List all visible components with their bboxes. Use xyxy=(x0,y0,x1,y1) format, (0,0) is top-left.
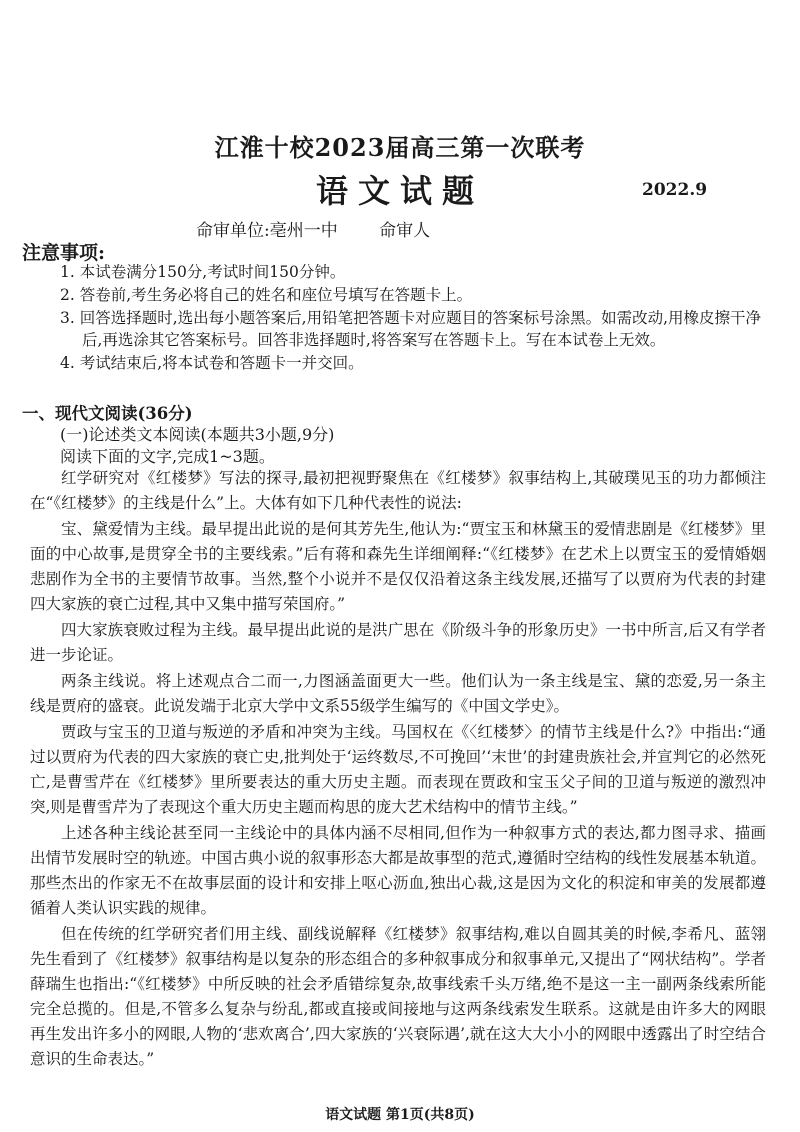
passage-paragraph: 上述各种主线论甚至同一主线论中的具体内涵不尽相同,但作为一种叙事方式的表达,都力图寻求、描画出情节发展时空的轨迹。中国古典小说的叙事形态大都是故事型的范式,遵循时空结构的线性发展基本轨道。那些杰出的作家无不在故事层面的设计和安排上呕心沥血,独出心裁,这是因为文化的积淀和审美的发展都遵循着人类认识实践的规律。 xyxy=(30,824,766,917)
notice-item: 1. 本试卷满分150分,考试时间150分钟。 xyxy=(60,263,346,281)
exam-date: 2022.9 xyxy=(642,180,708,200)
author-person: 命审人 xyxy=(379,221,431,241)
subject-title: 语文试题 xyxy=(315,172,484,210)
author-line xyxy=(196,216,466,241)
notice-list xyxy=(60,261,780,375)
author-unit: 命审单位:亳州一中 xyxy=(196,221,338,241)
section-subtitle: (一)论述类文本阅读(本题共3小题,9分) xyxy=(60,425,335,444)
notice-item: 3. 回答选择题时,选出每小题答案后,用铅笔把答题卡对应题目的答案标号涂黑。如需改动,用橡皮擦干净后,再选涂其它答案标号。回答非选择题时,将答案写在答题卡上。写在本试卷上无效。 xyxy=(60,309,761,349)
section-title: 一、现代文阅读(36分) xyxy=(22,404,193,423)
passage-paragraph: 贾政与宝玉的卫道与叛逆的矛盾和冲突为主线。马国权在《〈红楼梦〉的情节主线是什么?》中指出:“通过以贾府为代表的四大家族的衰亡史,批判处于‘运终数尽,不可挽回’‘末世’的封建贵族社会,并宣判它的必然死亡,是曹雪芹在《红楼梦》里所要表达的重大历史主题。而表现在贾政和宝玉父子间的卫道与叛逆的激烈冲突,则是曹雪芹为了表现这个重大历史主题而构思的庞大艺术结构中的情节主线。” xyxy=(30,723,766,816)
page-footer: 语文试题 第1页(共8页) xyxy=(325,1107,475,1123)
passage-paragraph: 红学研究对《红楼梦》写法的探寻,最初把视野聚焦在《红楼梦》叙事结构上,其破璞见玉的功力都倾注在“《红楼梦》的主线是什么”上。大体有如下几种代表性的说法: xyxy=(30,469,766,512)
passage-paragraph: 但在传统的红学研究者们用主线、副线说解释《红楼梦》叙事结构,难以自圆其美的时候,李希凡、蓝翎先生看到了《红楼梦》叙事结构是以复杂的形态组合的多种叙事成分和叙事单元,又提出了“网状结构”。学者薛瑞生也指出:“《红楼梦》中所反映的社会矛盾错综复杂,故事线索千头万绪,绝不是这一主一副两条线索所能完全总揽的。但是,不管多么复杂与纷乱,都或直接或间接地与这两条线索发生联系。这就是由许多大的网眼再生发出许多小的网眼,人物的‘悲欢离合’,四大家族的‘兴衰际遇’,就在这大大小小的网眼中透露出了时空结合意识的生命表达。” xyxy=(30,925,766,1068)
passage-paragraph: 宝、黛爱情为主线。最早提出此说的是何其芳先生,他认为:“贾宝玉和林黛玉的爱情悲剧是《红楼梦》里面的中心故事,是贯穿全书的主要线索。”后有蒋和森先生详细阐释:“《红楼梦》在艺术上以贾宝玉的爱情婚姻悲剧作为全书的主要情节故事。当然,整个小说并不是仅仅沿着这条主线发展,还描写了以贾府为代表的封建四大家族的衰亡过程,其中又集中描写荣国府。” xyxy=(30,520,766,613)
reading-instruction: 阅读下面的文字,完成1~3题。 xyxy=(60,447,275,466)
notice-title: 注意事项: xyxy=(22,242,106,264)
notice-item: 4. 考试结束后,将本试卷和答题卡一并交回。 xyxy=(60,354,364,372)
passage-paragraph: 四大家族衰败过程为主线。最早提出此说的是洪广思在《阶级斗争的形象历史》一书中所言,后又有学者进一步论证。 xyxy=(30,621,766,664)
passage-paragraph: 两条主线说。将上述观点合二而一,力图涵盖面更大一些。他们认为一条主线是宝、黛的恋爱,另一条主线是贾府的盛衰。此说发端于北京大学中文系55级学生编写的《中国文学史》。 xyxy=(30,672,766,715)
notice-item: 2. 答卷前,考生务必将自己的姓名和座位号填写在答题卡上。 xyxy=(60,286,473,304)
exam-name: 江淮十校2023届高三第一次联考 xyxy=(214,133,586,162)
reading-passage xyxy=(30,466,766,1073)
